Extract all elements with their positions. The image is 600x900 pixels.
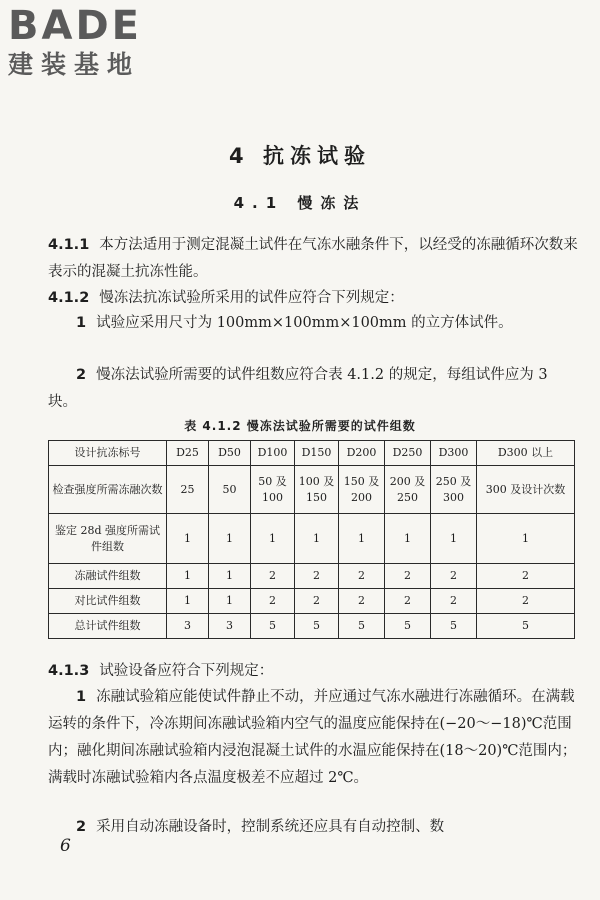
row-label: 冻融试件组数 bbox=[49, 564, 167, 589]
clause-text: 本方法适用于测定混凝土试件在气冻水融条件下，以经受的冻融循环次数来表示的混凝土抗冻性能。 bbox=[48, 237, 578, 280]
item-text: 慢冻法试验所需要的试件组数应符合表 4.1.2 的规定，每组试件应为 3 块。 bbox=[48, 367, 548, 410]
clause-number: 4.1.1 bbox=[48, 237, 90, 253]
clause-text: 试验设备应符合下列规定： bbox=[99, 663, 274, 679]
header-cell: D150 bbox=[295, 441, 339, 466]
table-cell: 1 bbox=[209, 589, 251, 614]
table-cell: 5 bbox=[385, 614, 431, 639]
table-caption: 表 4.1.2 慢冻法试验所需要的试件组数 bbox=[184, 419, 416, 433]
item-text: 采用自动冻融设备时，控制系统还应具有自动控制、数 bbox=[96, 819, 445, 835]
table-cell: 50 及 100 bbox=[251, 466, 295, 514]
table-cell: 1 bbox=[209, 564, 251, 589]
item-4-1-3-1 bbox=[48, 684, 578, 792]
clause-number: 4.1.2 bbox=[48, 290, 90, 306]
section-title: 4.1 慢冻法 bbox=[233, 194, 367, 212]
table-cell: 100 及 150 bbox=[295, 466, 339, 514]
row-label: 总计试件组数 bbox=[49, 614, 167, 639]
table-cell: 5 bbox=[295, 614, 339, 639]
table-cell: 1 bbox=[431, 514, 477, 564]
table-cell: 2 bbox=[339, 589, 385, 614]
table-cell: 50 bbox=[209, 466, 251, 514]
table-cell: 1 bbox=[167, 589, 209, 614]
table-cell: 1 bbox=[167, 564, 209, 589]
table-cell: 2 bbox=[295, 589, 339, 614]
row-label: 鉴定 28d 强度所需试件组数 bbox=[49, 514, 167, 564]
header-cell: D300 bbox=[431, 441, 477, 466]
chapter-title: 4 抗冻试验 bbox=[229, 144, 371, 168]
table-cell: 5 bbox=[339, 614, 385, 639]
header-cell: 设计抗冻标号 bbox=[49, 441, 167, 466]
header-cell: D300 以上 bbox=[477, 441, 575, 466]
table-cell: 2 bbox=[431, 564, 477, 589]
table-cell: 1 bbox=[167, 514, 209, 564]
table-cell: 5 bbox=[477, 614, 575, 639]
clause-text: 慢冻法抗冻试验所采用的试件应符合下列规定： bbox=[99, 290, 404, 306]
item-number: 2 bbox=[76, 819, 87, 835]
table-cell: 300 及设计次数 bbox=[477, 466, 575, 514]
table-cell: 1 bbox=[251, 514, 295, 564]
table-cell: 2 bbox=[251, 589, 295, 614]
table-row bbox=[49, 514, 575, 564]
clause-number: 4.1.3 bbox=[48, 663, 90, 679]
table-cell: 1 bbox=[295, 514, 339, 564]
table-row bbox=[49, 564, 575, 589]
table-cell: 5 bbox=[431, 614, 477, 639]
specimen-group-table bbox=[48, 440, 575, 639]
table-cell: 3 bbox=[167, 614, 209, 639]
header-cell: D100 bbox=[251, 441, 295, 466]
logo bbox=[8, 4, 183, 80]
table-cell: 2 bbox=[385, 564, 431, 589]
logo-wordmark: BADE bbox=[8, 3, 142, 49]
clause-4-1-2 bbox=[48, 285, 578, 312]
item-number: 2 bbox=[76, 367, 87, 383]
table-cell: 250 及 300 bbox=[431, 466, 477, 514]
clause-4-1-1 bbox=[48, 232, 578, 286]
table-cell: 1 bbox=[477, 514, 575, 564]
table-header-row bbox=[49, 441, 575, 466]
logo-subtitle: 建装基地 bbox=[8, 50, 141, 79]
item-text: 冻融试验箱应能使试件静止不动，并应通过气冻水融进行冻融循环。在满载运转的条件下，冷冻期间冻融试验箱内空气的温度应能保持在(−20～−18)℃范围内；融化期间冻融试验箱内浸泡混凝土试件的水温应能保持在(18～20)℃范围内；满载时冻融试验箱内各点温度极差不应超过 2℃。 bbox=[48, 689, 577, 786]
table-row bbox=[49, 589, 575, 614]
header-cell: D25 bbox=[167, 441, 209, 466]
table-cell: 1 bbox=[385, 514, 431, 564]
item-4-1-2-2 bbox=[48, 362, 578, 416]
table-cell: 2 bbox=[339, 564, 385, 589]
item-text: 试验应采用尺寸为 100mm×100mm×100mm 的立方体试件。 bbox=[96, 315, 513, 331]
row-label: 对比试件组数 bbox=[49, 589, 167, 614]
item-number: 1 bbox=[76, 689, 87, 705]
table-cell: 1 bbox=[339, 514, 385, 564]
clause-4-1-3 bbox=[48, 658, 578, 685]
table-cell: 5 bbox=[251, 614, 295, 639]
item-number: 1 bbox=[76, 315, 87, 331]
item-4-1-3-2 bbox=[48, 814, 578, 841]
header-cell: D50 bbox=[209, 441, 251, 466]
row-label: 检查强度所需冻融次数 bbox=[49, 466, 167, 514]
table-cell: 200 及 250 bbox=[385, 466, 431, 514]
page-number: 6 bbox=[60, 836, 71, 856]
table-cell: 150 及 200 bbox=[339, 466, 385, 514]
table-cell: 2 bbox=[295, 564, 339, 589]
table-cell: 3 bbox=[209, 614, 251, 639]
table-cell: 2 bbox=[431, 589, 477, 614]
table-cell: 2 bbox=[251, 564, 295, 589]
table-cell: 2 bbox=[385, 589, 431, 614]
header-cell: D250 bbox=[385, 441, 431, 466]
table-cell: 2 bbox=[477, 564, 575, 589]
header-cell: D200 bbox=[339, 441, 385, 466]
item-4-1-2-1 bbox=[48, 310, 578, 337]
table-cell: 1 bbox=[209, 514, 251, 564]
table-cell: 2 bbox=[477, 589, 575, 614]
table-row bbox=[49, 614, 575, 639]
table-row bbox=[49, 466, 575, 514]
table-cell: 25 bbox=[167, 466, 209, 514]
